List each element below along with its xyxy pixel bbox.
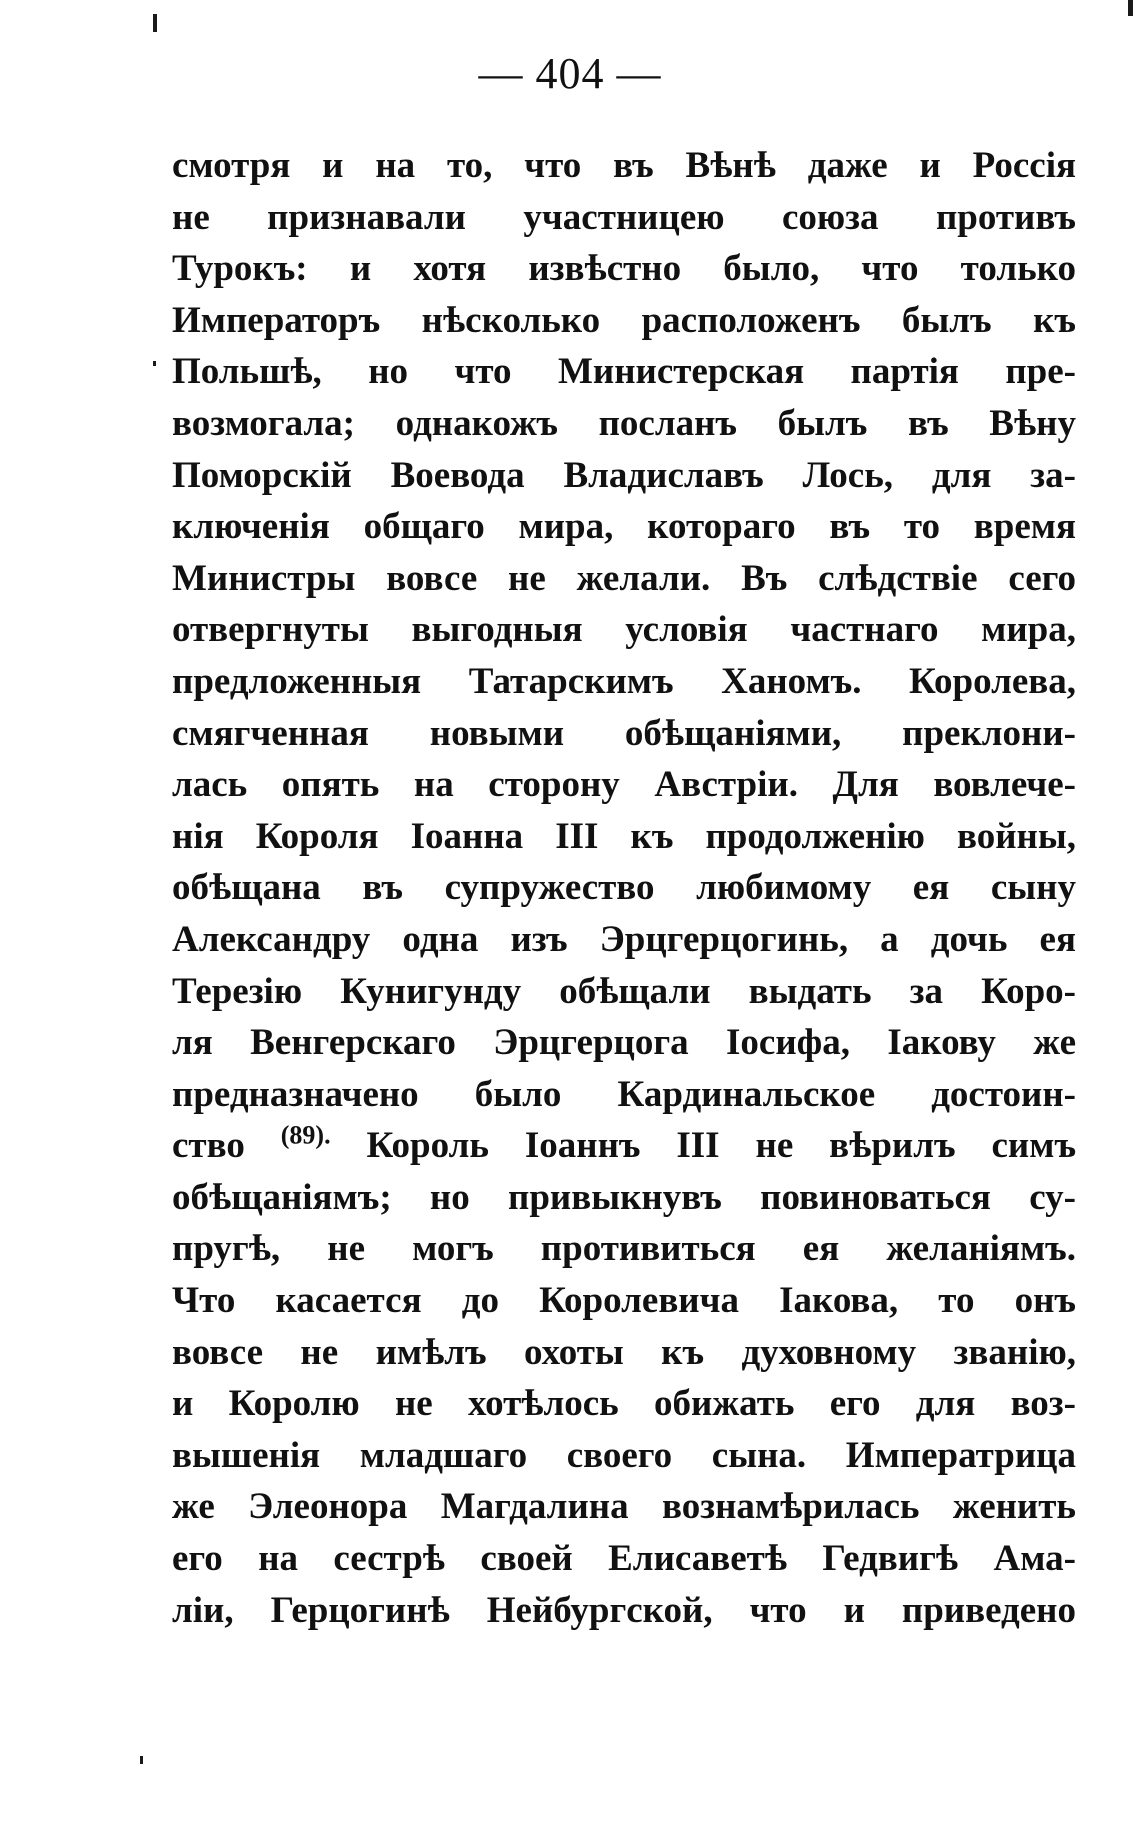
text-line: не признавали участницею союза противъ (172, 196, 1076, 238)
text-line: Императоръ нѣсколько расположенъ былъ къ (172, 299, 1076, 341)
text-line: смотря и на то, что въ Вѣнѣ даже и Россія (172, 145, 1076, 186)
text-line: ля Венгерскаго Эрцгерцога Іосифа, Іакову же (172, 1022, 1076, 1064)
text-line: и Королю не хотѣлось обижать его для воз- (172, 1383, 1076, 1425)
text-line: возмогала; однакожъ посланъ былъ въ Вѣну (172, 402, 1076, 444)
scan-speck (140, 1756, 143, 1764)
text-line: Поморскій Воевода Владиславъ Лось, для за- (172, 454, 1076, 496)
text-line: обѣщаніямъ; но привыкнувъ повиноваться су- (172, 1176, 1076, 1218)
text-line: обѣщана въ супружество любимому ея сыну (172, 867, 1076, 909)
text-line: пругѣ, не могъ противиться ея желаніямъ. (172, 1228, 1076, 1270)
text-line: Что касается до Королевича Іакова, то онъ (172, 1280, 1076, 1322)
text-line: отвергнуты выгодныя условія частнаго мира, (172, 609, 1076, 651)
body-text (172, 140, 1076, 1636)
text-line: предназначено было Кардинальское достоин- (172, 1073, 1076, 1115)
page-number: — 404 — (478, 49, 662, 98)
line-rest: Король Іоаннъ III не вѣрилъ симъ (366, 1125, 1076, 1167)
text-line: Министры вовсе не желали. Въ слѣдствіе сего (172, 557, 1076, 599)
text-line: ліи, Герцогинѣ Нейбургской, что и приведено (172, 1589, 1076, 1631)
text-line: Турокъ: и хотя извѣстно было, что только (172, 248, 1076, 290)
line-start: ство (172, 1125, 245, 1167)
scan-speck (153, 361, 156, 366)
text-line: Терезію Кунигунду обѣщали выдать за Коро- (172, 970, 1076, 1012)
text-line: Александру одна изъ Эрцгерцогинь, а дочь ея (172, 918, 1076, 960)
text-line-with-footnote (172, 1120, 1076, 1172)
text-line: нія Короля Іоанна III къ продолженію войны, (172, 815, 1076, 857)
text-line: предложенныя Татарскимъ Ханомъ. Королева, (172, 660, 1076, 702)
text-line: же Элеонора Магдалина вознамѣрилась женить (172, 1486, 1076, 1528)
scan-speck (153, 14, 157, 32)
text-line: вовсе не имѣлъ охоты къ духовному званію, (172, 1331, 1076, 1373)
text-line: ключенія общаго мира, котораго въ то время (172, 506, 1076, 548)
text-line: смягченная новыми обѣщаніями, преклони- (172, 712, 1076, 754)
scan-speck (1128, 0, 1133, 16)
text-line: вышенія младшаго своего сына. Императрица (172, 1434, 1076, 1476)
text-line: лась опять на сторону Австріи. Для вовлече- (172, 764, 1076, 806)
text-line: Польшѣ, но что Министерская партія пре- (172, 351, 1076, 393)
footnote-reference[interactable]: (89). (280, 1120, 331, 1150)
text-line: его на сестрѣ своей Елисаветѣ Гедвигѣ Ама- (172, 1538, 1076, 1580)
